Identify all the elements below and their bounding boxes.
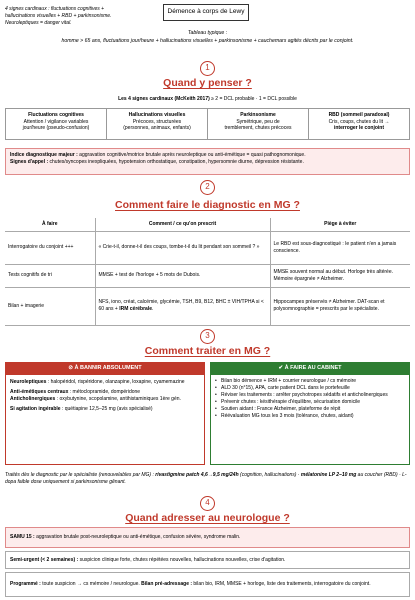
- typical-presentation: [0, 30, 415, 45]
- section-title-3: Comment traiter en MG ?: [144, 345, 271, 357]
- ban-item: [10, 396, 200, 403]
- ban-item: [10, 389, 200, 396]
- referral-key: Semi-urgent (< 2 semaines) :: [10, 556, 79, 563]
- cell-how: « Crie-t-il, donne-t-il des coups, tombe-t-il du lit pendant son sommeil ? »: [95, 231, 270, 264]
- card-line: tremblement, chutes précoces: [224, 125, 292, 131]
- card-line: Attention / vigilance variables: [23, 118, 89, 125]
- table-header-row: [5, 218, 410, 231]
- card-parkinsonisme: [208, 109, 309, 139]
- table-row: [5, 231, 410, 264]
- ban-item-text: : quétiapine 12,5–25 mg (avis spécialisé): [60, 406, 153, 412]
- column-header: À faire: [5, 218, 95, 231]
- todo-item: • Soutien aidant : France Alzheimer, plateforme de répit: [215, 406, 405, 413]
- card-line-bold: interroger le conjoint: [333, 125, 384, 131]
- alert-text: chutes/syncopes inexpliquées, hypotension orthostatique, constipation, hypersomnie diurne, dépression résistante.: [48, 159, 304, 166]
- alert-key: Indice diagnostique majeur :: [10, 152, 78, 158]
- card-title: Parkinsonisme: [240, 112, 276, 118]
- card-line: Précoces, structurées: [132, 118, 182, 125]
- section-number-3: 3: [200, 329, 215, 344]
- intro-note: [5, 6, 133, 26]
- section-title-2: Comment faire le diagnostic en MG ?: [115, 199, 300, 211]
- cell-action: Interrogatoire du conjoint +++: [5, 231, 95, 264]
- note-text: (cognition, hallucinations) ·: [238, 472, 301, 478]
- referral-text: bilan bio, IRM, MMSE + horloge, liste des traitements, interrogatoire du conjoint.: [192, 581, 371, 587]
- card-title: Fluctuations cognitives: [28, 112, 84, 118]
- todo-item: • ALD 30 (n°15), APA, carte patient DCL dans le portefeuille: [215, 385, 405, 392]
- typical-label: Tableau typique :: [187, 30, 228, 36]
- referral-key: SAMU 15 :: [10, 534, 35, 540]
- cell-how: [95, 287, 270, 325]
- todo-panel: [210, 375, 410, 465]
- card-line: jour/heure (pseudo-confusion): [22, 125, 90, 131]
- referral-row-samu: [5, 527, 410, 548]
- diagnosis-table: [5, 218, 410, 326]
- card-fluctuations: [6, 109, 107, 139]
- referral-row-scheduled: [5, 572, 410, 597]
- intro-line: 4 signes cardinaux : fluctuations cognitives +: [5, 6, 105, 12]
- cell-action: Tests cognitifs de tri: [5, 264, 95, 287]
- cell-pitfall: MMSE souvent normal au début. Horloge très altérée. Mémoire épargnée ≠ Alzheimer.: [270, 264, 410, 287]
- card-title: Hallucinations visuelles: [128, 112, 186, 118]
- ban-panel: [5, 375, 205, 465]
- todo-item: • Bilan bio démence + IRM + courrier neurologue / cs mémoire: [215, 378, 405, 385]
- section-number-4: 4: [200, 496, 215, 511]
- cardinal-signs-rule: ≥ 2 = DCL probable · 1 = DCL possible: [209, 96, 297, 102]
- ban-item-key: Neuroleptiques: [10, 379, 47, 385]
- todo-item: • Réviser les traitements : arrêter psychotropes sédatifs et anticholinergiques: [215, 392, 405, 399]
- referral-text: toute suspicion → cs mémoire / neurologue.: [40, 581, 142, 587]
- card-rbd: [309, 109, 409, 139]
- ban-item-key: Anti-émétiques centraux: [10, 389, 69, 395]
- referral-row-semi-urgent: [5, 551, 410, 569]
- table-row: [5, 287, 410, 325]
- note-drug: mélatonine LP 2–10 mg: [300, 472, 357, 478]
- cell-pitfall: Hippocampes préservés ≠ Alzheimer. DAT-scan et polysomnographie = prescrits par le spécialiste.: [270, 287, 410, 325]
- todo-panel-header: ✔ À FAIRE AU CABINET: [210, 362, 410, 375]
- card-hallucinations: [107, 109, 208, 139]
- cell-how: MMSE + test de l'horloge + 5 mots de Dubois.: [95, 264, 270, 287]
- referral-text: aggravation brutale post-neuroleptique ou anti-émétique, confusion sévère, syndrome malin.: [34, 534, 241, 540]
- card-line: (personnes, animaux, enfants): [123, 125, 191, 131]
- ban-item: [10, 406, 200, 413]
- document-title: Démence à corps de Lewy: [163, 4, 249, 21]
- cardinal-signs-cards: [5, 108, 410, 140]
- ban-item-text: : métoclopramide, dompéridone: [68, 389, 141, 395]
- intro-line: Neuroleptiques = danger vital.: [5, 19, 72, 26]
- referral-key: Programmé :: [10, 581, 41, 587]
- ban-panel-header: ⊘ À BANNIR ABSOLUMENT: [5, 362, 205, 375]
- section-title-1: Quand y penser ?: [163, 77, 252, 89]
- note-text: Traités dès le diagnostic par le spécialiste (renouvelables par MG) :: [5, 472, 156, 478]
- section-number-1: 1: [200, 61, 215, 76]
- column-header: Comment / ce qu'on prescrit: [95, 218, 270, 231]
- card-title: RBD (sommeil paradoxal): [328, 112, 390, 118]
- cell-pitfall: Le RBD est sous-diagnostiqué : le patient n'en a jamais conscience.: [270, 231, 410, 264]
- alert-line: [10, 152, 405, 159]
- specialist-treatment-note: [5, 472, 410, 486]
- diagnostic-alert-box: [5, 148, 410, 175]
- intro-line: hallucinations visuelles + RBD + parkinsonisme.: [5, 12, 112, 19]
- referral-key: Bilan pré-adressage :: [141, 581, 193, 587]
- referral-text: suspicion clinique forte, chutes répétées nouvelles, hallucinations nouvelles, crise d'agitation.: [78, 556, 286, 563]
- cardinal-signs-heading: [0, 96, 415, 103]
- cell-text: .: [152, 306, 154, 312]
- alert-line: [10, 159, 405, 166]
- cell-text: NFS, iono, créat, calcémie, glycémie, TSH, B9, B12, BHC ± VIH/TPHA si < 60 ans +: [98, 299, 264, 312]
- card-line: Cris, coups, chutes du lit →: [328, 118, 390, 125]
- note-text: au coucher (RBD) · L-dopa faible dose uniquement si parkinsonisme gênant.: [5, 472, 407, 485]
- card-line: Symétrique, peu de: [236, 118, 280, 125]
- alert-text: aggravation cognitive/motrice brutale après neuroleptique ou anti-émétique = quasi pathognomonique.: [77, 152, 306, 158]
- column-header: Piège à éviter: [270, 218, 410, 231]
- ban-item-key: Anticholinergiques: [10, 396, 56, 402]
- cell-action: Bilan + imagerie: [5, 287, 95, 325]
- ban-item-key: Si agitation ingérable: [10, 406, 61, 412]
- todo-item: • Prévenir chutes : késithérapie d'équilibre, sécurisation domicile: [215, 399, 405, 406]
- ban-item-text: : oxybutynine, scopolamine, antihistaminiques 1ère gén.: [55, 396, 181, 402]
- ban-item-text: : halopéridol, rispéridone, olanzapine, loxapine, cyamemazine: [46, 379, 185, 385]
- cell-text-bold: IRM cérébrale: [119, 306, 153, 312]
- alert-key: Signes d'appel :: [10, 159, 49, 166]
- table-row: [5, 264, 410, 287]
- note-drug: rivastigmine patch 4,6→9,5 mg/24h: [155, 472, 239, 478]
- section-number-2: 2: [200, 180, 215, 195]
- cardinal-signs-label: Les 4 signes cardinaux (McKeith 2017): [118, 96, 210, 102]
- typical-text: homme > 65 ans, fluctuations jour/heure + hallucinations visuelles + parkinsonisme + cauchemars agités décrits par le conjoint.: [61, 37, 354, 44]
- ban-item: [10, 379, 200, 386]
- section-title-4: Quand adresser au neurologue ?: [125, 512, 290, 524]
- todo-item: • Réévaluation MG tous les 3 mois (tolérance, chutes, aidant): [215, 413, 405, 420]
